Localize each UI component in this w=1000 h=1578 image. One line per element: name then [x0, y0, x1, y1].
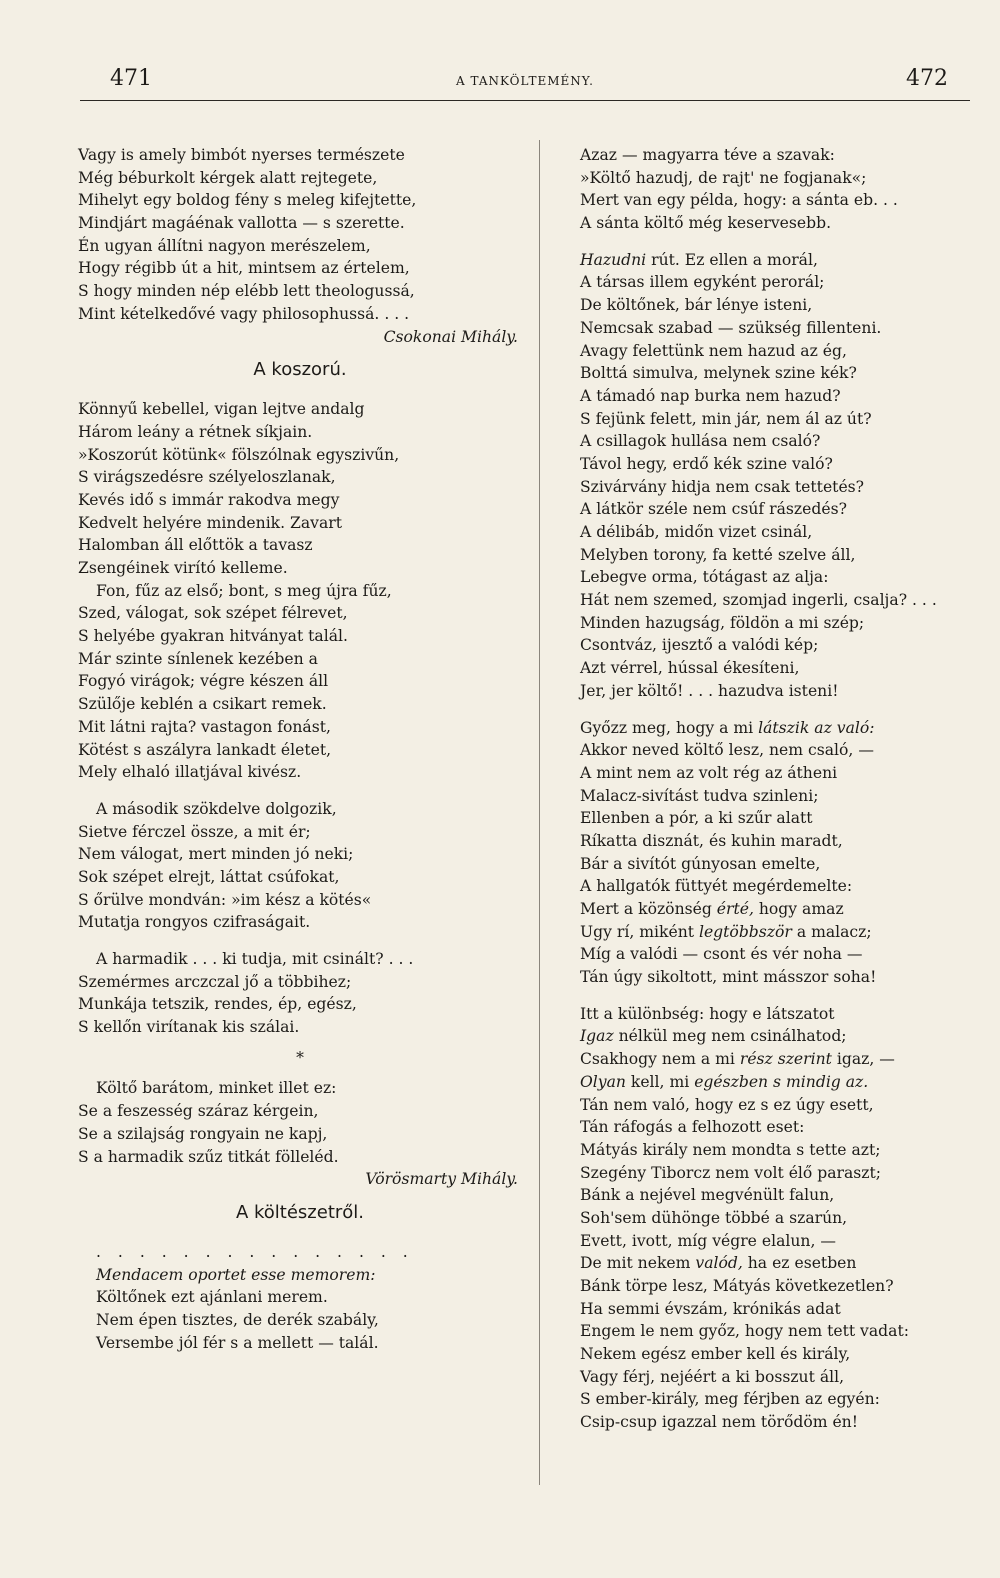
stanza — [562, 249, 972, 703]
stanza-gap — [78, 934, 522, 948]
ellipsis-line: . . . . . . . . . . . . . . . — [96, 1242, 414, 1261]
verse-line: Avagy felettünk nem hazud az ég, — [580, 341, 847, 360]
verse-line: A harmadik . . . ki tudja, mit csinált? . . . — [96, 950, 414, 968]
verse-line: Szed, válogat, sok szépet félrevet, — [78, 604, 348, 623]
verse-line: S a harmadik szűz titkát fölleléd. — [78, 1147, 339, 1166]
verse-line: Szemérmes arczczal jő a többihez; — [78, 972, 352, 991]
verse-line: A sánta költő még keservesebb. — [580, 214, 832, 233]
emphasis: látszik az való: — [758, 718, 875, 737]
verse-line: Zsengéinek virító kelleme. — [78, 559, 288, 577]
stanza — [78, 1264, 522, 1355]
verse-line: S kellőn virítanak kis szálai. — [78, 1018, 300, 1037]
verse-line: S őrülve mondván: »im kész a kötés« — [78, 890, 372, 909]
emphasis: valód, — [695, 1254, 743, 1273]
verse-line: Szegény Tiborcz nem volt élő paraszt; — [580, 1163, 882, 1182]
verse-line: S virágszedésre szélyeloszlanak, — [78, 468, 336, 487]
verse-line: Míg a valódi — csont és vér noha — — [580, 945, 863, 964]
verse-line: Hát nem szemed, szomjad ingerli, csalja? . . . — [580, 591, 937, 610]
emphasis: Igaz — [580, 1027, 614, 1046]
verse-line: A délibáb, midőn vizet csinál, — [580, 523, 813, 541]
verse-line: Sok szépet elrejt, láttat csúfokat, — [78, 867, 340, 886]
verse-line: Bár a sivítót gúnyosan emelte, — [580, 854, 821, 873]
column-divider — [539, 140, 540, 1485]
verse-line: Malacz-sivítást tudva szinleni; — [580, 786, 819, 805]
page-header — [80, 66, 970, 101]
stanza-gap — [78, 784, 522, 798]
verse-line: A támadó nap burka nem hazud? — [580, 386, 841, 405]
verse-line: A második szökdelve dolgozik, — [96, 799, 337, 818]
verse-line: »Költő hazudj, de rajt' ne fogjanak«; — [580, 168, 867, 187]
verse-line: Vagy is amely bimbót nyerses természete — [78, 146, 405, 164]
verse-line: Hogy régibb út a hit, mintsem az értelem, — [78, 259, 410, 278]
verse-line: Se a feszesség száraz kérgein, — [78, 1102, 319, 1121]
verse-line: Tán ráfogás a felhozott eset: — [580, 1118, 805, 1137]
verse-line — [78, 1264, 522, 1287]
verse-line: Akkor neved költő lesz, nem csaló, — — [580, 741, 874, 760]
verse-line: Ríkatta disznát, és kuhin maradt, — [580, 831, 843, 850]
emphasis: Olyan — [580, 1072, 626, 1091]
verse-line: Költő barátom, minket illet ez: — [96, 1079, 337, 1098]
verse-line: Munkája tetszik, rendes, ép, egész, — [78, 995, 357, 1014]
verse-line: Igaz nélkül meg nem csinálhatod; — [580, 1027, 847, 1046]
verse-line: S ember-király, meg férjben az egyén: — [580, 1390, 880, 1409]
verse-line: Kevés idő s immár rakodva megy — [78, 490, 340, 509]
verse-line: A látkör széle nem csúf rászedés? — [580, 500, 847, 519]
emphasis: rész szerint — [739, 1050, 832, 1069]
verse-line: De mit nekem valód, ha ez esetben — [580, 1254, 857, 1273]
verse-line: Fogyó virágok; végre készen áll — [78, 672, 329, 691]
left-column — [78, 144, 522, 1354]
verse-line: Mert a közönség érté, hogy amaz — [580, 900, 844, 918]
verse-line: Költőnek ezt ajánlani merem. — [96, 1288, 328, 1307]
verse-line: A társas illem egyként perorál; — [580, 273, 825, 292]
verse-line: Sietve férczel össze, a mit ér; — [78, 822, 311, 841]
verse-line: Azt vérrel, hússal ékesíteni, — [580, 659, 800, 678]
verse-line: Ugy rí, miként legtöbbször a malacz; — [580, 922, 872, 941]
verse-line: Csakhogy nem a mi rész szerint igaz, — — [580, 1050, 895, 1069]
verse-line: Ha semmi évszám, krónikás adat — [580, 1299, 841, 1318]
verse-line: Tán úgy sikoltott, mint másszor soha! — [580, 968, 877, 987]
stanza — [78, 1077, 522, 1168]
verse-line: S fejünk felett, min jár, nem ál az út? — [580, 409, 872, 428]
verse-line: Fon, fűz az első; bont, s meg újra fűz, — [96, 581, 392, 600]
verse-line: Versembe jól fér s a mellett — talál. — [96, 1333, 379, 1352]
verse-line: Még béburkolt kérgek alatt rejtegete, — [78, 168, 378, 187]
verse-line: »Koszorút kötünk« fölszólnak egyszivűn, — [78, 445, 400, 464]
emphasis: egészben s mindig az. — [694, 1072, 869, 1091]
verse-line: Csontváz, ijesztő a valódi kép; — [580, 636, 819, 655]
running-title: A TANKÖLTEMÉNY. — [456, 74, 594, 88]
verse-line: A mint nem az volt rég az átheni — [580, 763, 838, 782]
stanza-gap — [562, 703, 972, 717]
page-number-left: 471 — [110, 66, 152, 91]
verse-line: Szivárvány hidja nem csak tettetés? — [580, 477, 865, 496]
poem-title: A költészetről. — [235, 1201, 365, 1223]
stanza — [78, 948, 522, 1039]
verse-line: Vagy férj, nejéért a ki bosszut áll, — [580, 1367, 845, 1386]
verse-line: Három leány a rétnek síkjain. — [78, 422, 313, 441]
stanza — [562, 144, 972, 235]
stanza-gap — [562, 989, 972, 1003]
verse-line: Bánk törpe lesz, Mátyás következetlen? — [580, 1277, 894, 1295]
verse-line: Minden hazugság, földön a mi szép; — [580, 613, 865, 632]
verse-line: Távol hegy, erdő kék szine való? — [580, 454, 833, 473]
verse-line: Evett, ivott, míg végre elalun, — — [580, 1231, 836, 1250]
verse-line: Már szinte sínlenek kezében a — [78, 649, 318, 668]
verse-line: Szülője keblén a csikart remek. — [78, 695, 327, 714]
stanza — [562, 717, 972, 989]
asterisk-separator: * — [296, 1048, 304, 1067]
verse-line: Se a szilajság rongyain ne kapj, — [78, 1124, 328, 1143]
verse-line: Mindjárt magáénak vallotta — s szerette. — [78, 214, 405, 233]
verse-line: Én ugyan állítni nagyon merészelem, — [78, 236, 371, 255]
verse-line: Halomban áll előttök a tavasz — [78, 536, 313, 555]
author-signature: Vörösmarty Mihály. — [365, 1170, 518, 1189]
stanza — [78, 398, 522, 784]
verse-line: Hazudni rút. Ez ellen a morál, — [580, 250, 818, 269]
verse-line: S hogy minden nép elébb lett theologussá, — [78, 282, 415, 301]
emphasis: legtöbbször — [698, 922, 792, 941]
verse-line: Kedvelt helyére mindenik. Zavart — [78, 513, 343, 532]
verse-line: Bolttá simulva, melynek szine kék? — [580, 364, 857, 383]
verse-line: Ellenben a pór, a ki szűr alatt — [580, 809, 813, 828]
verse-line: Nem válogat, mert minden jó neki; — [78, 845, 354, 864]
verse-line: Tán nem való, hogy ez s ez úgy esett, — [580, 1095, 874, 1114]
verse-line: Mely elhaló illatjával kivész. — [78, 763, 302, 782]
verse-line: A csillagok hullása nem csaló? — [580, 432, 821, 451]
emphasis: Hazudni — [580, 250, 647, 269]
verse-line: De költőnek, bár lénye isteni, — [580, 296, 813, 315]
verse-line: Bánk a nejével megvénült falun, — [580, 1186, 835, 1205]
emphasis: érté, — [716, 900, 754, 918]
verse-line: Mit látni rajta? vastagon fonást, — [78, 717, 331, 736]
verse-line: Melyben torony, fa ketté szelve áll, — [580, 545, 856, 564]
author-signature: Csokonai Mihály. — [383, 327, 518, 346]
verse-line: Itt a különbség: hogy e látszatot — [580, 1004, 835, 1023]
verse-line: Nekem egész ember kell és király, — [580, 1345, 851, 1364]
verse-line: Jer, jer költő! . . . hazudva isteni! — [580, 681, 839, 700]
verse-line: Lebegve orma, tótágast az alja: — [580, 568, 829, 587]
verse-line: Nemcsak szabad — szükség fillenteni. — [580, 318, 882, 337]
verse-line: Soh'sem dühönge többé a szarún, — [580, 1208, 848, 1227]
verse-line: S helyébe gyakran hitványat talál. — [78, 627, 348, 646]
verse-line: Mint kételkedővé vagy philosophussá. . . . — [78, 304, 410, 323]
verse-line: Azaz — magyarra téve a szavak: — [580, 146, 835, 164]
verse-line: Győzz meg, hogy a mi látszik az való: — [580, 718, 875, 737]
right-column — [562, 144, 972, 1434]
stanza-gap — [562, 235, 972, 249]
verse-line: Olyan kell, mi egészben s mindig az. — [580, 1072, 869, 1091]
verse-line: Kötést s aszályra lankadt életet, — [78, 740, 332, 759]
stanza — [562, 1003, 972, 1434]
poem-title: A koszorú. — [253, 359, 347, 381]
verse-line: Mátyás király nem mondta s tette azt; — [580, 1140, 881, 1159]
stanza — [78, 798, 522, 934]
verse-line: Csip-csup igazzal nem törődöm én! — [580, 1413, 858, 1432]
latin-motto: Mendacem oportet esse memorem: — [96, 1265, 376, 1284]
page-number-right: 472 — [906, 66, 948, 91]
verse-line: Könnyű kebellel, vigan lejtve andalg — [78, 400, 365, 419]
verse-line: Mihelyt egy boldog fény s meleg kifejtette, — [78, 191, 417, 210]
verse-line: A hallgatók füttyét megérdemelte: — [580, 877, 853, 896]
stanza — [78, 144, 522, 326]
verse-line: Mert van egy példa, hogy: a sánta eb. . . — [580, 191, 898, 210]
verse-line: Nem épen tisztes, de derék szabály, — [96, 1310, 379, 1329]
verse-line: Mutatja rongyos czifraságait. — [78, 913, 311, 932]
verse-line: Engem le nem győz, hogy nem tett vadat: — [580, 1322, 909, 1341]
